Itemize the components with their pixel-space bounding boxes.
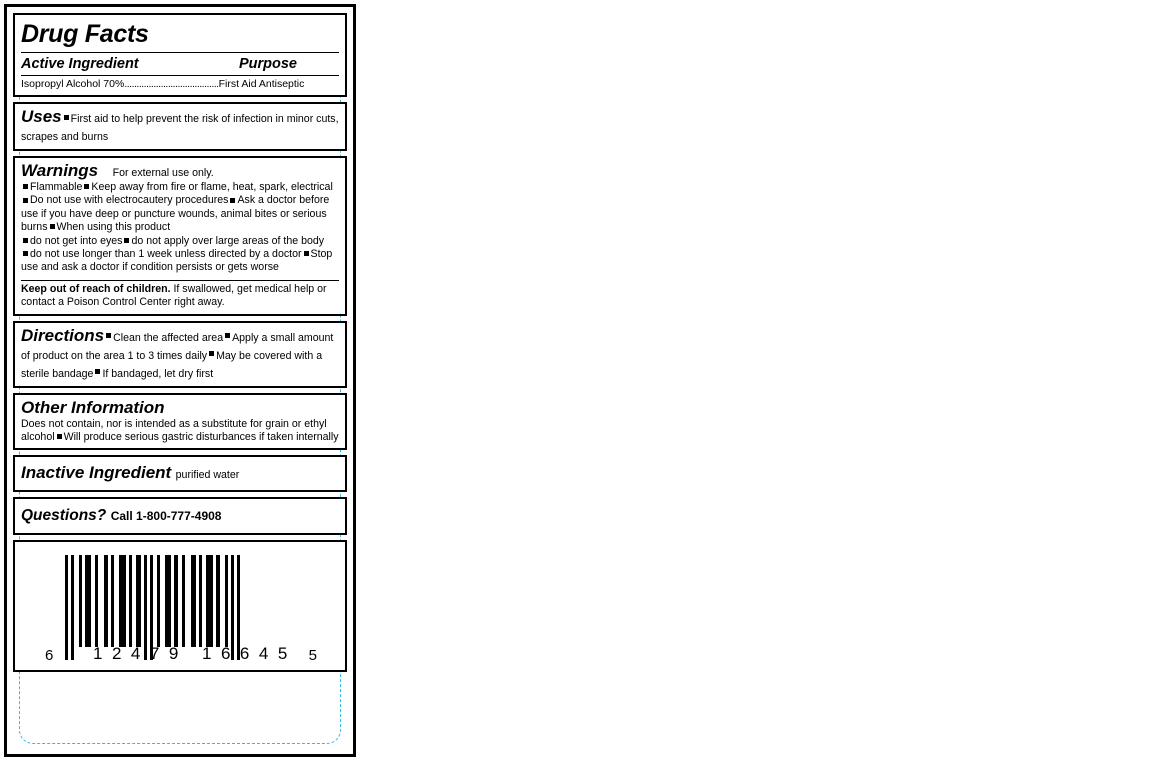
inactive-ingredient-heading: Inactive Ingredient — [21, 463, 172, 483]
barcode-middle-digits: 12479 16645 — [93, 644, 297, 664]
bullet-square-icon — [23, 184, 28, 189]
page-title: Drug Facts — [21, 20, 149, 48]
purpose-heading: Purpose — [238, 56, 297, 72]
barcode-section — [13, 540, 347, 672]
warnings-body — [21, 181, 339, 275]
other-information-heading: Other Information — [21, 397, 165, 417]
keep-out-of-reach-block — [21, 283, 339, 310]
active-ingredient-header — [21, 56, 339, 74]
bullet-square-icon — [304, 251, 309, 256]
active-ingredient-heading: Active Ingredient — [21, 56, 139, 72]
other-information-section — [13, 393, 347, 451]
uses-heading: Uses — [21, 107, 62, 126]
bullet-square-icon — [95, 369, 100, 374]
bullet-square-icon — [23, 251, 28, 256]
leader-dots: ....................................... — [124, 78, 219, 90]
bullet-square-icon — [23, 198, 28, 203]
active-ingredient-divider — [21, 75, 339, 76]
bullet-square-icon — [84, 184, 89, 189]
label-content — [13, 13, 347, 748]
uses-text: First aid to help prevent the risk of infection in minor cuts, scrapes and burns — [21, 113, 339, 143]
bullet-square-icon — [225, 333, 230, 338]
bullet-square-icon — [50, 224, 55, 229]
barcode-left-digit: 6 — [45, 647, 54, 665]
bullet-square-icon — [23, 238, 28, 243]
warning-eyes: do not get into eyes — [30, 234, 123, 247]
other-information-text-1: Does not contain, nor is intended as a substitute for grain or ethyl alcohol — [21, 417, 327, 444]
warning-electrocautery: Do not use with electrocautery procedures — [30, 194, 229, 207]
questions-heading: Questions? — [21, 507, 107, 525]
warning-when-using: When using this product — [56, 221, 171, 234]
warnings-heading: Warnings — [21, 161, 99, 180]
warning-one-week: do not use longer than 1 week unless directed by a doctor — [30, 248, 302, 261]
active-ingredient-name: Isopropyl Alcohol 70% — [21, 78, 125, 90]
keep-out-of-reach-text: If swallowed, get medical help or contact a Poison Control Center right away. — [21, 282, 327, 309]
active-ingredient-purpose: First Aid Antiseptic — [218, 78, 305, 90]
active-ingredient-row — [21, 78, 339, 91]
barcode-right-digit: 5 — [308, 647, 317, 665]
questions-section — [13, 497, 347, 535]
warnings-intro: For external use only. — [112, 167, 214, 179]
bullet-square-icon — [230, 198, 235, 203]
warning-stop-use: Stop use and ask a doctor if condition persists or gets worse — [21, 248, 333, 274]
warnings-section — [13, 156, 347, 316]
bullet-square-icon — [64, 115, 69, 120]
directions-step-2: Apply a small amount of product on the area 1 to 3 times daily — [21, 331, 334, 362]
inactive-ingredient-section — [13, 455, 347, 492]
other-information-body — [21, 418, 339, 445]
keep-out-of-reach-heading: Keep out of reach of children. — [21, 282, 171, 295]
bullet-square-icon — [209, 351, 214, 356]
bullet-square-icon — [57, 434, 62, 439]
inactive-ingredient-text: purified water — [175, 469, 240, 482]
other-information-text-2: Will produce serious gastric disturbances if taken internally — [63, 431, 339, 444]
directions-step-1: Clean the affected area — [113, 331, 224, 344]
barcode-bars — [65, 555, 240, 647]
directions-step-4: If bandaged, let dry first — [102, 367, 214, 380]
warning-ask-doctor: Ask a doctor before use if you have deep or puncture wounds, animal bites or serious burns — [21, 194, 330, 234]
bullet-square-icon — [124, 238, 129, 243]
directions-step-3: May be covered with a sterile bandage — [21, 349, 323, 380]
uses-section — [13, 102, 347, 151]
warning-keep-away: Keep away from fire or flame, heat, spark, electrical — [91, 181, 333, 193]
directions-heading: Directions — [21, 325, 105, 345]
warning-flammable: Flammable — [30, 181, 83, 193]
directions-section — [13, 321, 347, 388]
title-and-active-ingredient-section — [13, 13, 347, 97]
questions-phone: Call 1-800-777-4908 — [110, 509, 222, 524]
warning-large-areas: do not apply over large areas of the body — [131, 234, 325, 247]
drug-facts-label — [4, 4, 356, 757]
other-information-heading-row — [21, 398, 339, 418]
bullet-square-icon — [106, 333, 111, 338]
warnings-divider — [21, 280, 339, 281]
title-divider — [21, 52, 339, 53]
